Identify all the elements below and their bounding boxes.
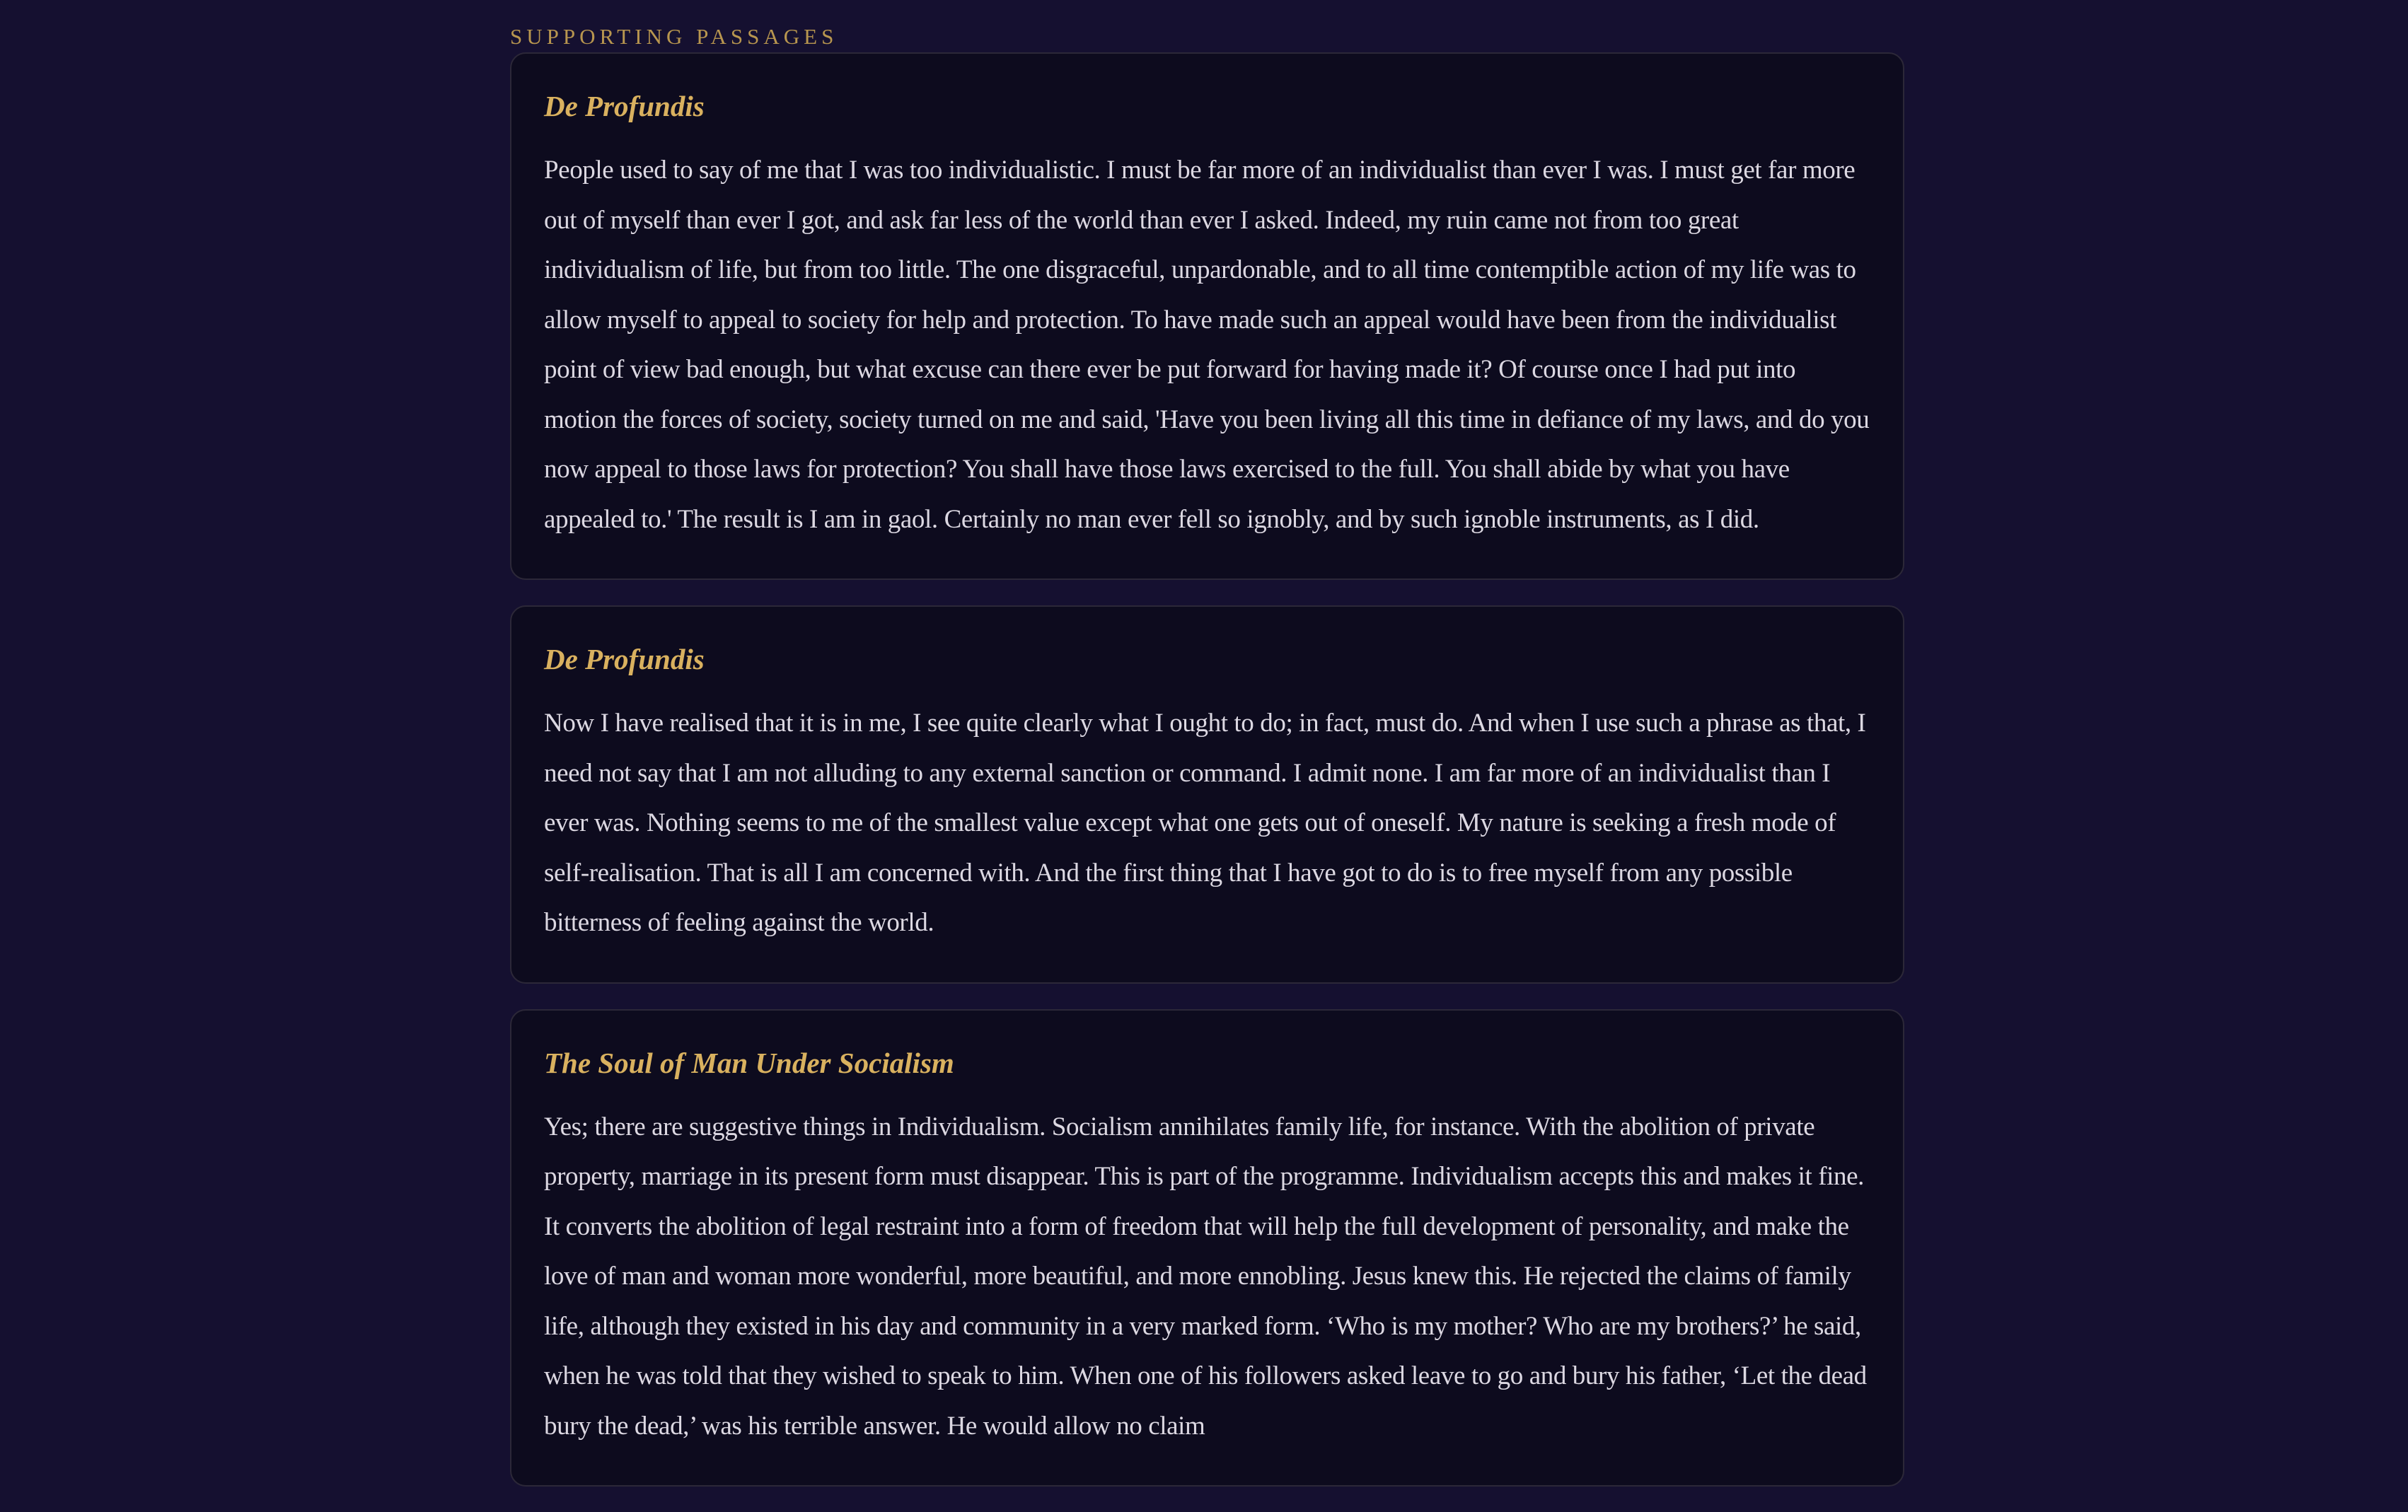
supporting-passages-section (510, 0, 1904, 1512)
section-heading: SUPPORTING PASSAGES (510, 24, 838, 49)
passage-text: Now I have realised that it is in me, I see quite clearly what I ought to do; in fact, must do. And when I use such a phrase as that, I need not say that I am not alluding to any external sanction or command. I admit none. I am far more of an individualist than I ever was. Nothing seems to me of the smallest value except what one gets out of oneself. My nature is seeking a fresh mode of self-realisation. That is all I am concerned with. And the first thing that I have got to do is to free myself from any possible bitterness of feeling against the world. (544, 709, 1866, 937)
passage-source-title: De Profundis (544, 643, 705, 675)
passage-source-title: De Profundis (544, 90, 705, 122)
passage-text: People used to say of me that I was too individualistic. I must be far more of an individualist than ever I was. I must get far more out of myself than ever I got, and ask far less of the world than ever I asked. Indeed, my ruin came not from too great individualism of life, but from too little. The one disgraceful, unpardonable, and to all time contemptible action of my life was to allow myself to appeal to society for help and protection. To have made such an appeal would have been from the individualist point of view bad enough, but what excuse can there ever be put forward for having made it? Of course once I had put into motion the forces of society, society turned on me and said, 'Have you been living all this time in defiance of my laws, and do you now appeal to those laws for protection? You shall have those laws exercised to the full. You shall abide by what you have appealed to.' The result is I am in gaol. Certainly no man ever fell so ignobly, and by such ignoble instruments, as I did. (544, 156, 1870, 534)
passage-card (510, 52, 1904, 580)
passage-card (510, 605, 1904, 984)
passage-text: Yes; there are suggestive things in Individualism. Socialism annihilates family life, for instance. With the abolition of private property, marriage in its present form must disappear. This is part of the programme. Individualism accepts this and makes it fine. It converts the abolition of legal restraint into a form of freedom that will help the full development of personality, and make the love of man and woman more wonderful, more beautiful, and more ennobling. Jesus knew this. He rejected the claims of family life, although they existed in his day and community in a very marked form. ‘Who is my mother? Who are my brothers?’ he said, when he was told that they wished to speak to him. When one of his followers asked leave to go and bury his father, ‘Let the dead bury the dead,’ was his terrible answer. He would allow no claim (544, 1112, 1867, 1441)
passage-card (510, 1009, 1904, 1487)
passage-source-title: The Soul of Man Under Socialism (544, 1046, 954, 1079)
